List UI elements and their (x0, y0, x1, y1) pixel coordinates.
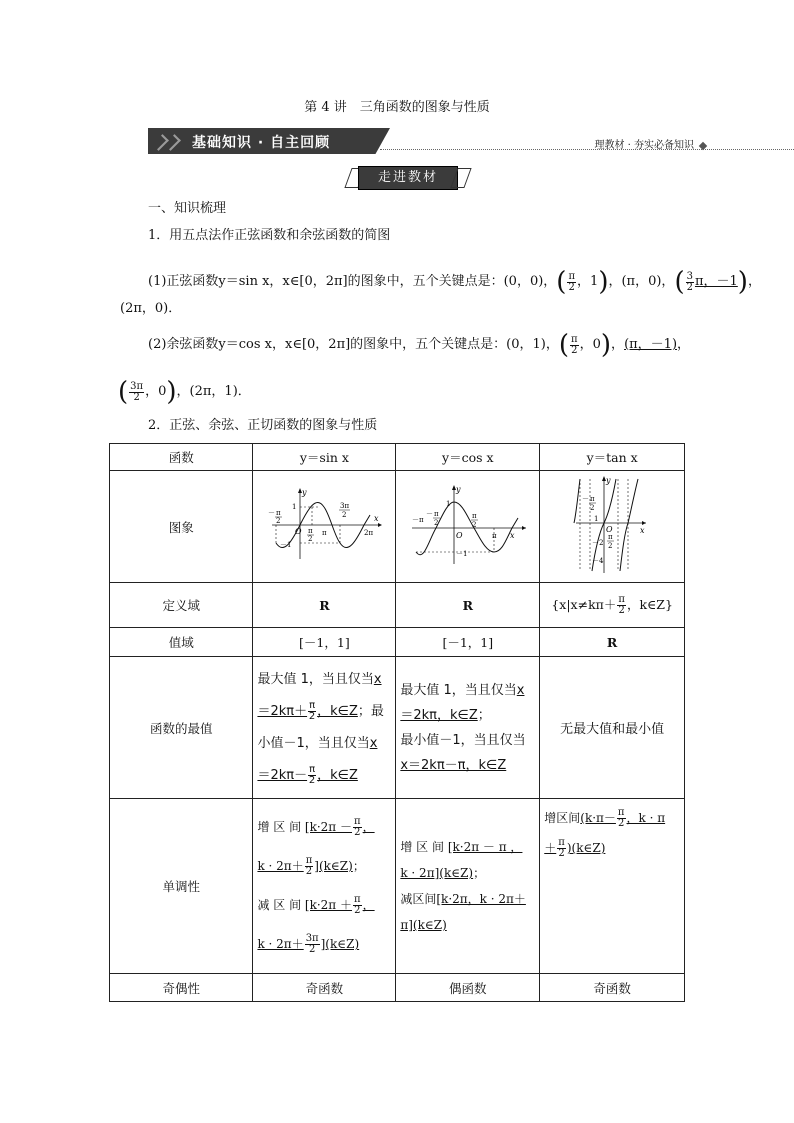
keypoint-text: ，(π，0)， (608, 274, 675, 289)
extreme-cos: 最大值 1，当且仅当x ＝2kπ，k∈Z； 最小值－1，当且仅当 x＝2kπ－π，k∈Z (396, 657, 540, 799)
fraction: $\frac{\pi}{2}$ (354, 816, 361, 838)
fraction: $\frac{\pi}{2}$ (354, 894, 361, 916)
svg-text:－: － (268, 509, 276, 517)
table-row (110, 657, 685, 799)
domain-cos: R (396, 583, 540, 628)
fraction: $\frac{3}{2}$ (686, 270, 693, 293)
row-label: 函数的最值 (110, 657, 253, 799)
svg-text:2: 2 (276, 517, 281, 525)
row-label: 奇偶性 (110, 974, 253, 1002)
svg-text:2: 2 (342, 511, 347, 519)
keypoint-text: ， (611, 337, 625, 352)
keypoint-text: ，1 (577, 274, 599, 289)
svg-text:π: π (322, 529, 327, 537)
sin-text: (1)正弦函数y＝sin x，x∈[0，2π]的图象中，五个关键点是：(0，0)， (148, 274, 557, 289)
keypoint-text: ， (677, 337, 691, 352)
row-label: 单调性 (110, 799, 253, 974)
svg-text:y: y (455, 485, 461, 494)
table-row (110, 444, 685, 471)
row-label: 图象 (110, 471, 253, 583)
item-heading: 1．用五点法作正弦函数和余弦函数的简图 (148, 228, 391, 243)
extreme-sin: 最大值 1，当且仅当x ＝2kπ＋ $\frac{\pi}{2}$ ，k∈Z；最 小值－1，当且仅当x ＝2kπ－ $\frac{\pi}{2}$ ，k∈Z (253, 657, 396, 799)
banner-subtitle: 理教材 · 夯实必备知识 (594, 140, 694, 151)
parity-tan: 奇函数 (540, 974, 685, 1002)
fraction: $\frac{3\pi}{2}$ (305, 933, 319, 955)
table-row (110, 583, 685, 628)
svg-text:2π: 2π (364, 529, 374, 537)
extreme-tan: 无最大值和最小值 (540, 657, 685, 799)
svg-text:－2: －2 (592, 539, 604, 547)
svg-text:－: － (582, 495, 590, 503)
table-row (110, 799, 685, 974)
svg-text:O: O (295, 527, 302, 536)
svg-text:1: 1 (292, 503, 297, 511)
mono-sin: 增 区 间 [k·2π － $\frac{\pi}{2}$ ， k · 2π＋ $\frac{\pi}{2}$ ](k∈Z)； 减 区 间 [k·2π ＋ $\frac{\pi}{2}$ ， k · 2π＋ $\frac{3\pi}{2}$ ](k∈Z) (253, 799, 396, 974)
fraction: $\frac{\pi}{2}$ (617, 807, 625, 829)
fraction: $\frac{\pi}{2}$ (305, 855, 313, 877)
table-row (110, 974, 685, 1002)
range-cos: [－1，1] (396, 628, 540, 657)
domain-tan-text: ，k∈Z} (626, 596, 673, 612)
svg-text:－4: －4 (592, 557, 604, 565)
sin-keypoints: (1)正弦函数y＝sin x，x∈[0，2π]的图象中，五个关键点是：(0，0)， ( $\frac{\pi}{2}$ ，1 ) ，(π，0)， ( $\frac{3}{2}$ π，－1 ) ， (148, 267, 761, 297)
svg-text:－π: －π (411, 516, 424, 524)
svg-text:－: － (425, 510, 433, 518)
svg-text:2: 2 (471, 521, 477, 529)
svg-text:π: π (433, 510, 439, 518)
svg-text:O: O (455, 531, 463, 540)
keypoint-text: π，－1 (694, 274, 738, 289)
keypoint-text: ，0 (579, 337, 601, 352)
svg-text:x: x (640, 526, 645, 535)
fraction: $\frac{\pi}{2}$ (308, 699, 316, 722)
svg-text:y: y (606, 476, 611, 485)
svg-text:1: 1 (445, 500, 451, 508)
cos-keypoints-end: ( $\frac{3\pi}{2}$ ，0 ) ，(2π，1)． (118, 377, 251, 407)
banner-divider (380, 149, 794, 150)
svg-text:π: π (276, 509, 281, 517)
svg-text:－1: －1 (280, 541, 292, 549)
mono-cos: 增 区 间 [k·2π － π ， k · 2π](k∈Z)； 减区间[k·2π，k · 2π＋ π](k∈Z) (396, 799, 540, 974)
cos-keypoints: (2)余弦函数y＝cos x，x∈[0，2π]的图象中，五个关键点是：(0，1)， ( $\frac{\pi}{2}$ ，0 ) ， (π，－1) ， (148, 330, 691, 360)
keypoint-text: (π，－1) (624, 337, 678, 352)
parity-cos: 偶函数 (396, 974, 540, 1002)
svg-text:π: π (491, 532, 497, 540)
table-header: y＝sin x (253, 444, 396, 471)
svg-text:O: O (606, 525, 613, 534)
row-label: 定义域 (110, 583, 253, 628)
sub-banner-label: 走进教材 (358, 166, 458, 190)
svg-text:2: 2 (308, 535, 313, 543)
row-label: 值域 (110, 628, 253, 657)
table-header: y＝tan x (540, 444, 685, 471)
svg-text:π: π (590, 495, 595, 503)
domain-tan-text: {x|x≠kπ＋ (551, 596, 617, 612)
fraction: $\frac{\pi}{2}$ (571, 333, 578, 356)
cos-text: (2)余弦函数y＝cos x，x∈[0，2π]的图象中，五个关键点是：(0，1)， (148, 337, 559, 352)
svg-text:1: 1 (594, 515, 599, 523)
fraction: $\frac{\pi}{2}$ (568, 270, 576, 293)
table-row (110, 628, 685, 657)
svg-text:2: 2 (608, 542, 613, 550)
svg-text:－1: －1 (455, 550, 468, 558)
fraction: $\frac{\pi}{2}$ (618, 593, 625, 616)
fraction: $\frac{\pi}{2}$ (558, 837, 565, 859)
parity-sin: 奇函数 (253, 974, 396, 1002)
keypoint-text: ，(2π，1)． (176, 384, 251, 399)
sin-graph-figure (264, 485, 384, 565)
svg-text:2: 2 (590, 504, 595, 512)
svg-text:x: x (509, 531, 515, 540)
item-heading: 2．正弦、余弦、正切函数的图象与性质 (148, 418, 378, 433)
svg-text:π: π (608, 533, 613, 541)
fraction: $\frac{3\pi}{2}$ (130, 380, 144, 403)
range-sin: [－1，1] (253, 628, 396, 657)
svg-text:3π: 3π (340, 502, 350, 510)
svg-text:2: 2 (433, 519, 439, 527)
cos-graph (396, 471, 540, 583)
fraction: $\frac{\pi}{2}$ (308, 763, 316, 786)
banner-title: 基础知识 · 自主回顾 (192, 135, 331, 151)
section-banner (148, 128, 708, 154)
tan-graph (540, 471, 685, 583)
range-tan: R (540, 628, 685, 657)
sin-graph (253, 471, 396, 583)
properties-table (109, 443, 685, 1002)
table-header: 函数 (110, 444, 253, 471)
section-heading: 一、知识梳理 (148, 201, 227, 216)
keypoint-text: ，0 (145, 384, 167, 399)
cos-graph-figure (406, 482, 530, 568)
table-header: y＝cos x (396, 444, 540, 471)
domain-sin: R (253, 583, 396, 628)
table-row (110, 471, 685, 583)
svg-text:π: π (471, 512, 477, 520)
svg-text:π: π (308, 527, 313, 535)
page-title: 第 4 讲 三角函数的图象与性质 (304, 100, 490, 115)
tan-graph-figure (572, 475, 652, 575)
sub-banner (348, 166, 466, 190)
mono-tan: 增区间(k·π－ $\frac{\pi}{2}$ ，k · π ＋ $\frac{\pi}{2}$ )(k∈Z) (540, 799, 685, 974)
sin-keypoints-end: (2π，0)． (120, 301, 182, 316)
domain-tan (540, 583, 685, 628)
svg-text:x: x (374, 514, 379, 523)
svg-text:y: y (302, 488, 307, 497)
